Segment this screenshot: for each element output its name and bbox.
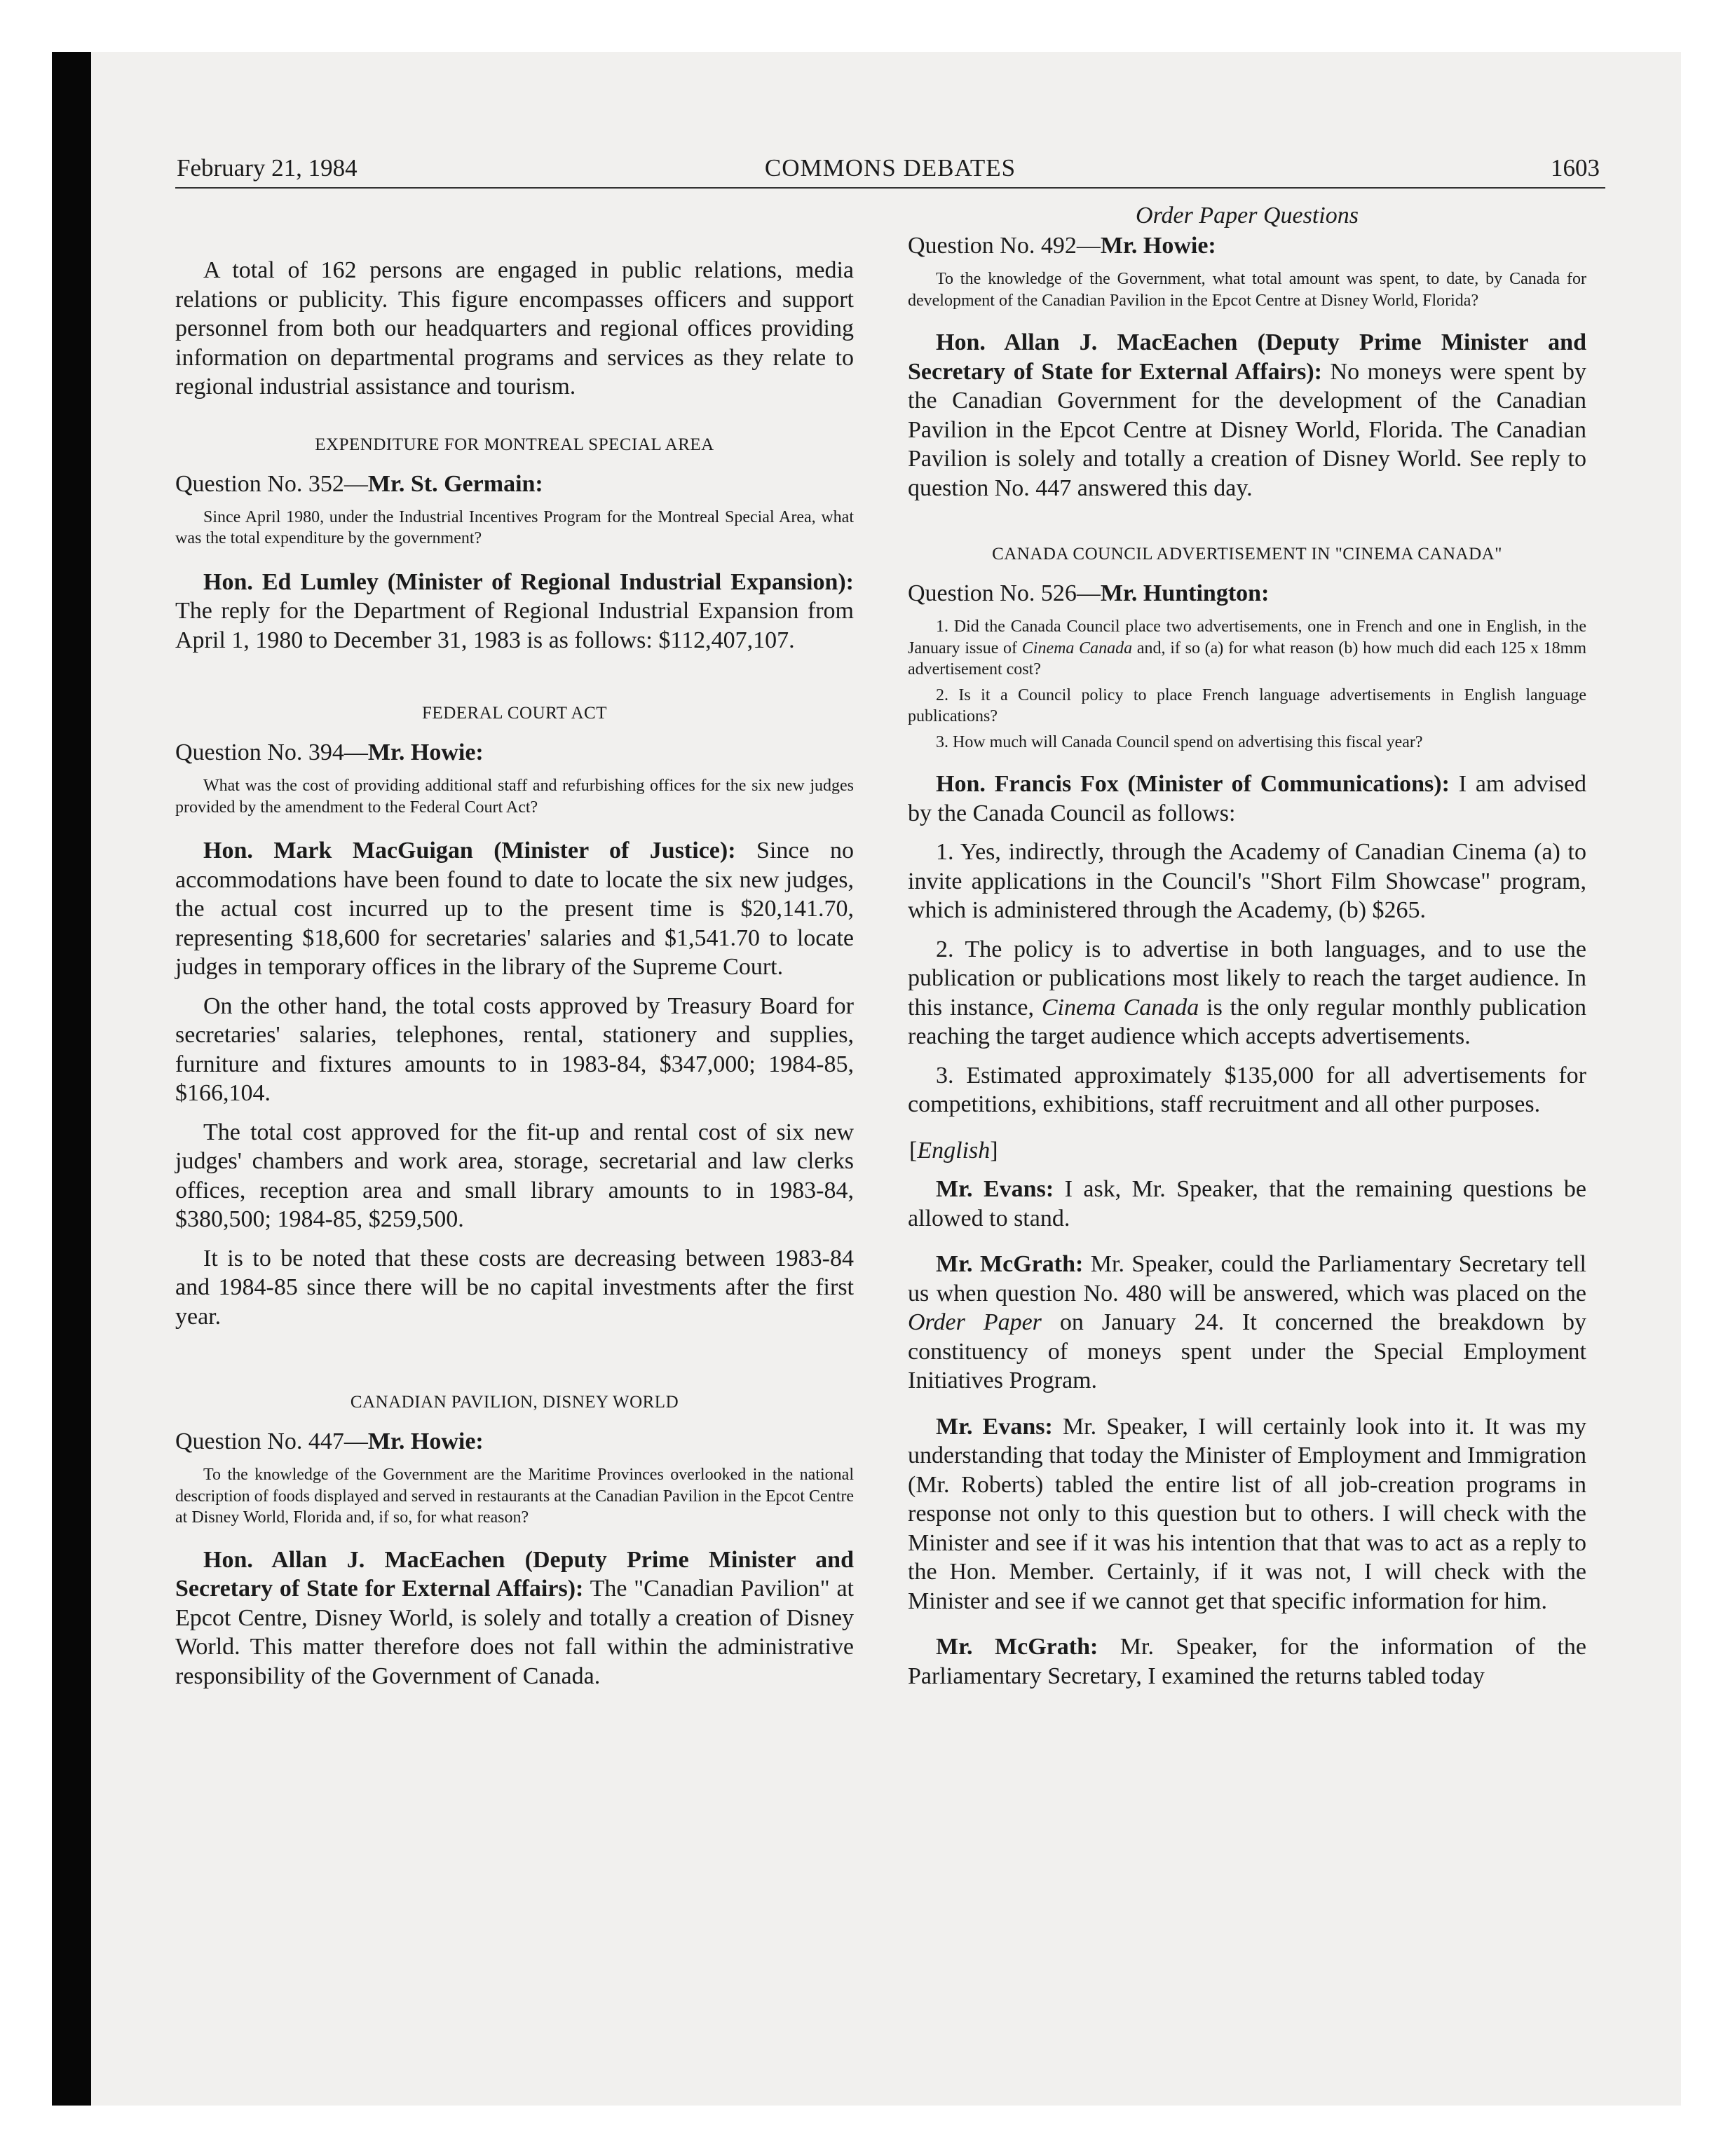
header-page-number: 1603 bbox=[1551, 154, 1600, 182]
member-name: Mr. Howie: bbox=[1100, 233, 1216, 259]
answer-item: 3. Estimated approximately $135,000 for all advertisements for competitions, exhibitions, staff recruitment and all other purposes. bbox=[908, 1062, 1586, 1117]
answer: Hon. Francis Fox (Minister of Communications): I am advised by the Canada Council as follows: bbox=[908, 771, 1587, 826]
speaker: Mr. McGrath: bbox=[936, 1634, 1098, 1660]
question-text: To the knowledge of the Government, what total amount was spent, to date, by Canada for development of the Canadian Pavilion in the Epcot Centre at Disney World, Florida? bbox=[908, 270, 1586, 310]
question-text: What was the cost of providing additional staff and refurbishing offices for the six new judges provided by the amendment to the Federal Court Act? bbox=[175, 777, 854, 817]
debate-statement: Mr. McGrath: Mr. Speaker, for the information of the Parliamentary Secretary, I examined the returns tabled today bbox=[908, 1634, 1586, 1689]
question-text: To the knowledge of the Government are the Maritime Provinces overlooked in the national description of foods displayed and served in restaurants at the Canadian Pavilion in the Epcot Centre at Disney World, Florida and, if so, for what reason? bbox=[175, 1466, 854, 1527]
question-text: 1. Did the Canada Council place two advertisements, one in French and one in English, in the January issue of Cinema Canada and, if so (a) for what reason (b) how much did each 125 x 18mm advertisement cost? bbox=[908, 618, 1586, 678]
paragraph: It is to be noted that these costs are decreasing between 1983-84 and 1984-85 since there will be no capital investments after the first year. bbox=[175, 1245, 854, 1330]
answer: Hon. Mark MacGuigan (Minister of Justice): Since no accommodations have been found to date to locate the six new judges, the actual cost incurred up to the present time is $20,141.70, representing $18,600 for secretaries' salaries and $1,541.70 to locate judges in temporary offices in the library of the Supreme Court. bbox=[175, 838, 855, 980]
speaker: Mr. Evans: bbox=[936, 1176, 1054, 1202]
binding-edge bbox=[52, 52, 91, 2106]
answer-item: 2. The policy is to advertise in both languages, and to use the publication or publications most likely to reach the target audience. In this instance, Cinema Canada is the only regular monthly publication reaching the target audience which accepts advertisements. bbox=[908, 936, 1586, 1049]
debate-statement: Mr. Evans: I ask, Mr. Speaker, that the remaining questions be allowed to stand. bbox=[908, 1176, 1587, 1231]
question-line: Question No. 526—Mr. Huntington: bbox=[908, 580, 1270, 606]
section-heading: FEDERAL COURT ACT bbox=[422, 704, 607, 723]
section-heading: EXPENDITURE FOR MONTREAL SPECIAL AREA bbox=[315, 435, 714, 454]
answer: Hon. Allan J. MacEachen (Deputy Prime Minister and Secretary of State for External Affairs): The "Canadian Pavilion" at Epcot Centre, Disney World, is solely and totally a creation of Disney World. This matter therefore does not fall within the administrative responsibility of the Government of Canada. bbox=[175, 1546, 855, 1689]
debate-statement: Mr. McGrath: Mr. Speaker, could the Parliamentary Secretary tell us when question No. 480 will be answered, which was placed on the Order Paper on January 24. It concerned the breakdown by constituency of moneys spent under the Special Employment Initiatives Program. bbox=[908, 1251, 1586, 1393]
question-line: Question No. 352—Mr. St. Germain: bbox=[175, 470, 543, 497]
paragraph: On the other hand, the total costs approved by Treasury Board for secretaries' salaries, telephones, rental, stationery and supplies, furniture and fixtures amounts to in 1983-84, $347,000; 1984-85, $166,104. bbox=[175, 992, 854, 1106]
header-date: February 21, 1984 bbox=[177, 154, 358, 182]
member-name: Mr. Huntington: bbox=[1100, 580, 1270, 606]
section-heading: CANADIAN PAVILION, DISNEY WORLD bbox=[350, 1393, 679, 1412]
running-header bbox=[175, 151, 1605, 189]
member-name: Mr. Howie: bbox=[367, 739, 484, 765]
question-text: Since April 1980, under the Industrial Incentives Program for the Montreal Special Area, what was the total expenditure by the government? bbox=[175, 507, 854, 547]
speaker: Hon. Allan J. MacEachen (Deputy Prime Minister and Secretary of State for External Affairs): bbox=[175, 1546, 854, 1602]
answer-item: 1. Yes, indirectly, through the Academy of Canadian Cinema (a) to invite applications in the Council's "Short Film Showcase" program, which is administered through the Academy, (b) $265. bbox=[908, 839, 1586, 923]
speaker: Hon. Francis Fox (Minister of Communications): bbox=[936, 771, 1450, 797]
speaker: Mr. Evans: bbox=[936, 1413, 1053, 1440]
speaker: Mr. McGrath: bbox=[936, 1251, 1084, 1277]
section-heading: CANADA COUNCIL ADVERTISEMENT IN "CINEMA CANADA" bbox=[992, 545, 1502, 564]
language-marker: [English] bbox=[909, 1137, 998, 1164]
debate-statement: Mr. Evans: Mr. Speaker, I will certainly look into it. It was my understanding that today the Minister of Employment and Immigration (Mr. Roberts) tabled the entire list of all job-creation programs in response not only to this question but to others. I will check with the Minister and see if it was his intention that that was to act as a reply to the Hon. Member. Certainly, if it was not, I will check with the Minister and see if we cannot get that specific information for him. bbox=[908, 1413, 1586, 1614]
header-publication: COMMONS DEBATES bbox=[764, 154, 1016, 182]
answer: Hon. Ed Lumley (Minister of Regional Industrial Expansion): The reply for the Department of Regional Industrial Expansion from April 1, 1980 to December 31, 1983 is as follows: $112,407,107. bbox=[175, 568, 854, 653]
speaker: Hon. Allan J. MacEachen (Deputy Prime Minister and Secretary of State for External Affairs): bbox=[908, 329, 1586, 385]
page bbox=[175, 151, 1605, 1689]
speaker: Hon. Mark MacGuigan (Minister of Justice): bbox=[203, 838, 736, 864]
speaker: Hon. Ed Lumley (Minister of Regional Industrial Expansion): bbox=[203, 568, 854, 595]
question-text: 2. Is it a Council policy to place French language advertisements in English language publications? bbox=[908, 685, 1586, 725]
section-title: Order Paper Questions bbox=[1136, 203, 1359, 228]
question-line: Question No. 492—Mr. Howie: bbox=[908, 233, 1216, 259]
member-name: Mr. Howie: bbox=[367, 1428, 484, 1454]
question-line: Question No. 447—Mr. Howie: bbox=[175, 1428, 484, 1454]
member-name: Mr. St. Germain: bbox=[367, 470, 543, 497]
answer: Hon. Allan J. MacEachen (Deputy Prime Minister and Secretary of State for External Affairs): No moneys were spent by the Canadian Government for the development of the Canadian Pavilion in the Epcot Centre at Disney World, Florida. The Canadian Pavilion is solely and totally a creation of Disney World. See reply to question No. 447 answered this day. bbox=[908, 329, 1587, 501]
paragraph: The total cost approved for the fit-up and rental cost of six new judges' chambers and work area, storage, secretarial and law clerks offices, reception area and small library amounts to in 1983-84, $380,500; 1984-85, $259,500. bbox=[175, 1119, 854, 1232]
question-line: Question No. 394—Mr. Howie: bbox=[175, 739, 484, 765]
paragraph: A total of 162 persons are engaged in public relations, media relations or publicity. This figure encompasses officers and support personnel from both our headquarters and regional offices providing information on departmental programs and services as they relate to regional industrial assistance and tourism. bbox=[175, 257, 854, 400]
question-text: 3. How much will Canada Council spend on advertising this fiscal year? bbox=[936, 732, 1423, 751]
left-column bbox=[175, 203, 854, 1691]
right-column bbox=[908, 203, 1586, 1691]
